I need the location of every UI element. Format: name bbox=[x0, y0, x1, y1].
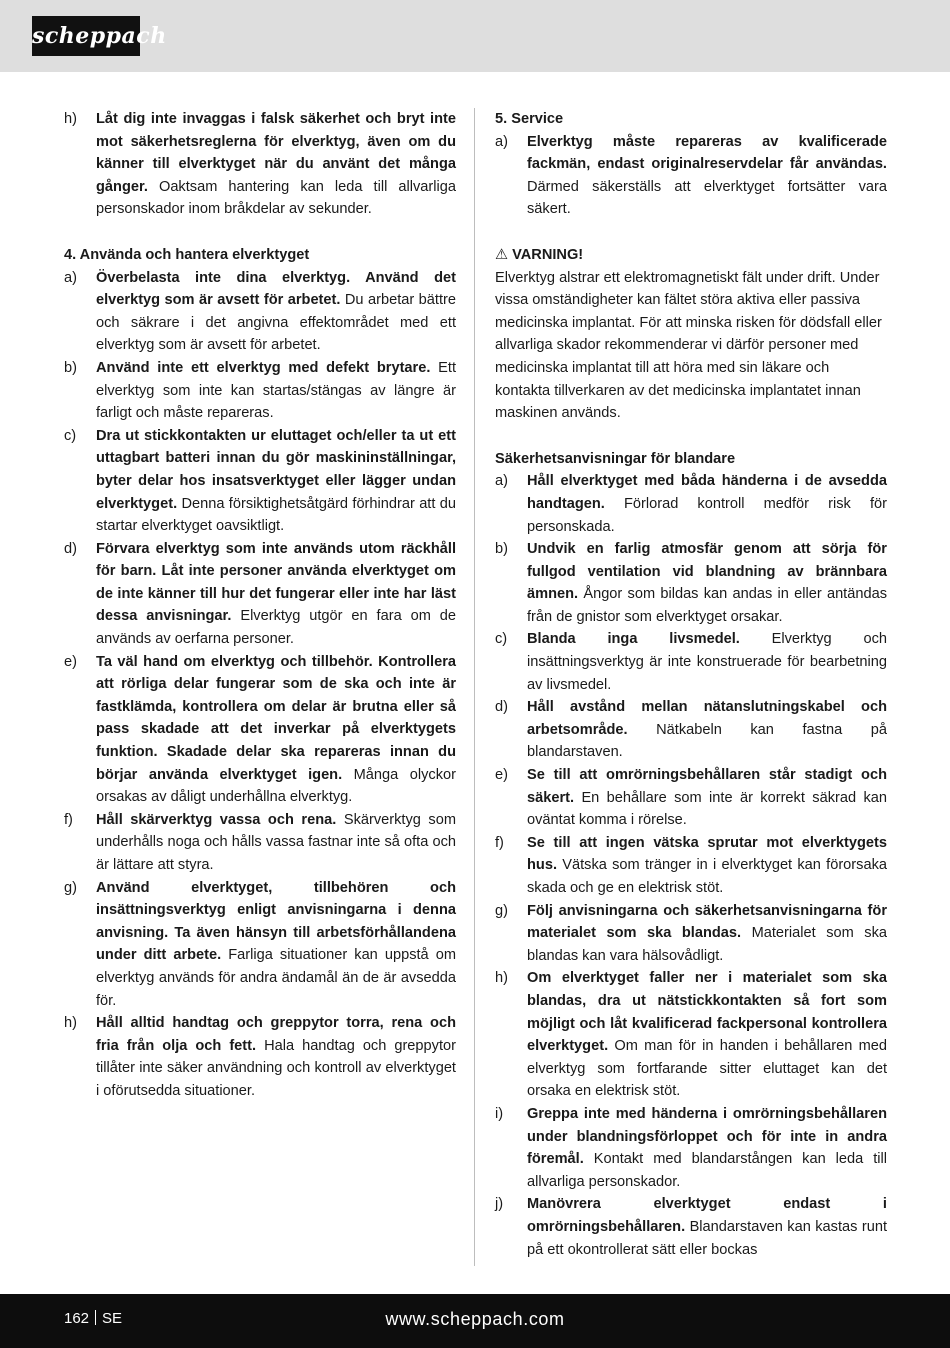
warning-text: Elverktyg alstrar ett elektromagnetiskt fält under drift. Under vissa omständigheter kan fältet störa aktiva eller passiva medicinska implantat. För att minska risken för dödsfall eller allvarliga skador rekommenderar vi därför personer med medicinska implantat till att höra med sin läkare och kontakta tillverkaren av det medicinska implantatet innan maskinen används. bbox=[495, 269, 882, 422]
item-marker: g) bbox=[495, 902, 508, 919]
item-bold-text: Ta väl hand om elverktyg och tillbehör. Kontrollera att rörliga delar fungerar som de ska och inte är fastklämda, kontrollera om delar är brutna eller så pass skadade att det inverkar på elverktygets funktion. Skadade delar ska repareras innan du börjar använda elverktyget igen. bbox=[96, 653, 456, 783]
item-text: Vätska som tränger in i elverktyget kan förorsaka skada och ge en elektrisk stöt. bbox=[527, 857, 887, 896]
item-text: Hala handtag och greppytor tillåter inte säker användning och kontroll av elverktyget i oförutsedda situationer. bbox=[96, 1037, 456, 1099]
item-bold-text: Se till att ingen vätska sprutar mot elverktygets hus. bbox=[527, 834, 887, 874]
left-column bbox=[64, 108, 456, 1103]
list-item bbox=[495, 1193, 887, 1261]
item-marker: i) bbox=[495, 1105, 504, 1122]
item-bold-text: Elverktyg måste repareras av kvalificerade fackmän, endast originalreservdelar får användas. bbox=[527, 133, 887, 173]
footer-bar bbox=[0, 1294, 950, 1348]
item-text: Många olyckor orsakas av dåligt underhållna elverktyg. bbox=[96, 766, 456, 806]
warning-heading bbox=[495, 244, 887, 267]
item-text: Förlorad kontroll medför risk för personskada. bbox=[527, 495, 887, 535]
item-bold-text: Se till att omrörningsbehållaren står stadigt och säkert. bbox=[527, 767, 887, 806]
item-bold-text: Greppa inte med händerna i omrörningsbehållaren under blandningsförloppet och för inte in andra föremål. bbox=[527, 1105, 887, 1168]
item-text: Farliga situationer kan uppstå om elverktyg används för andra ändamål än de är avsedda för. bbox=[96, 947, 456, 1009]
item-bold-text: Låt dig inte invaggas i falsk säkerhet och bryt inte mot säkerhetsreglerna för elverktyg, även om du känner till elverktyget när du använt det många gånger. bbox=[96, 111, 456, 195]
list-item bbox=[495, 628, 887, 696]
item-bold-text: Använd inte ett elverktyg med defekt brytare. bbox=[96, 359, 431, 376]
section-heading-4: 4. Använda och hantera elverktyget bbox=[64, 246, 310, 263]
column-divider bbox=[474, 108, 475, 1266]
right-column bbox=[495, 108, 887, 1261]
item-bold-text: Håll skärverktyg vassa och rena. bbox=[96, 811, 337, 828]
item-marker: d) bbox=[64, 540, 77, 557]
list-item bbox=[64, 809, 456, 877]
item-bold-text: Använd elverktyget, tillbehören och insättningsverktyg enligt anvisningarna i denna anvisning. Ta även hänsyn till arbetsförhållandena under ditt arbete. bbox=[96, 879, 456, 964]
item-text: Nätkabeln kan fastna på blandarstaven. bbox=[527, 721, 887, 761]
item-bold-text: Undvik en farlig atmosfär genom att sörja för fullgod ventilation vid blandning av brännbara ämnen. bbox=[527, 541, 887, 603]
item-bold-text: Håll elverktyget med båda händerna i de avsedda handtagen. bbox=[527, 473, 887, 512]
scheppach-logo: scheppach bbox=[32, 16, 140, 56]
item-bold-text: Manövrera elverktyget endast i omrörningsbehållaren. bbox=[527, 1196, 887, 1235]
list-item bbox=[64, 267, 456, 357]
item-marker: a) bbox=[495, 133, 508, 150]
website-url: www.scheppach.com bbox=[385, 1309, 565, 1329]
item-marker: e) bbox=[495, 767, 508, 784]
list-item bbox=[495, 470, 887, 538]
item-marker: a) bbox=[495, 473, 508, 490]
list-item bbox=[495, 131, 887, 221]
item-marker: e) bbox=[64, 653, 77, 670]
item-text: Oaktsam hantering kan leda till allvarliga personskador inom bråkdelar av sekunder. bbox=[96, 178, 456, 218]
item-text: Ångor som bildas kan andas in eller antändas från de gnistor som elverktyget orsakar. bbox=[527, 586, 887, 625]
item-marker: b) bbox=[64, 359, 77, 376]
item-bold-text: Om elverktyget faller ner i materialet som ska blandas, dra ut nätstickkontakten så fort som möjligt och låt kvalificerad fackpersonal kontrollera elverktyget. bbox=[527, 970, 887, 1055]
item-bold-text: Håll avstånd mellan nätanslutningskabel och arbetsområde. bbox=[527, 699, 887, 738]
list-item bbox=[495, 1103, 887, 1193]
item-text: Skärverktyg som underhålls noga och hålls vassa fastnar inte så ofta och är lättare att styra. bbox=[96, 811, 456, 873]
list-item bbox=[495, 900, 887, 968]
item-marker: d) bbox=[495, 699, 508, 716]
item-bold-text: Dra ut stickkontakten ur eluttaget och/eller ta ut ett uttagbart batteri innan du gör maskininställningar, byter delar hos insatsverktyget eller lägger undan elverktyget. bbox=[96, 427, 456, 512]
item-text: Kontakt med blandarstången kan leda till allvarliga personskador. bbox=[527, 1151, 887, 1190]
item-text: Denna försiktighetsåtgärd förhindrar att du startar elverktyget oavsiktligt. bbox=[96, 495, 456, 535]
item-marker: f) bbox=[495, 834, 504, 851]
list-item bbox=[495, 967, 887, 1103]
section-heading-5: 5. Service bbox=[495, 111, 564, 127]
item-text: Du arbetar bättre och säkrare i det angivna effektområdet med ett elverktyg som är avsett för arbetet. bbox=[96, 292, 456, 354]
list-item bbox=[495, 696, 887, 764]
list-item bbox=[495, 764, 887, 832]
item-text: Blandarstaven kan kastas runt på ett okontrollerat sätt eller bockas bbox=[527, 1218, 887, 1258]
item-text: Materialet som ska blandas kan vara hälsovådligt. bbox=[527, 925, 887, 964]
item-text: Därmed säkerställs att elverktyget fortsätter vara säkert. bbox=[527, 178, 887, 218]
item-text: Ett elverktyg som inte kan startas/stängas av längre är farligt och måste repareras. bbox=[96, 359, 456, 422]
list-item bbox=[64, 425, 456, 538]
mixer-safety-heading: Säkerhetsanvisningar för blandare bbox=[495, 450, 736, 467]
language-code: SE bbox=[102, 1310, 123, 1327]
item-bold-text: Blanda inga livsmedel. bbox=[527, 631, 740, 648]
item-text: Om man för in handen i behållaren med elverktyg som fortfarande sitter eluttaget kan det orsaka en elektrisk stöt. bbox=[527, 1038, 887, 1100]
item-text: Elverktyg utgör en fara om de används av oerfarna personer. bbox=[96, 608, 456, 648]
list-item bbox=[495, 832, 887, 900]
list-item bbox=[64, 1012, 456, 1102]
item-marker: c) bbox=[495, 631, 508, 648]
page-number-value: 162 bbox=[64, 1310, 90, 1327]
item-bold-text: Förvara elverktyg som inte används utom räckhåll för barn. Låt inte personer använda elverktyget om de inte känner till hur det fungerar eller inte har läst dessa anvisningar. bbox=[96, 540, 456, 625]
item-marker: j) bbox=[495, 1196, 504, 1213]
item-marker: g) bbox=[64, 879, 77, 896]
item-marker: a) bbox=[64, 269, 77, 286]
item-bold-text: Överbelasta inte dina elverktyg. Använd det elverktyg som är avsett för arbetet. bbox=[96, 269, 456, 309]
item-text: En behållare som inte är korrekt säkrad kan oväntat komma i rörelse. bbox=[527, 789, 887, 829]
item-marker: h) bbox=[64, 1015, 77, 1032]
item-marker: h) bbox=[495, 970, 508, 987]
list-item bbox=[64, 877, 456, 1013]
header-bar bbox=[0, 0, 950, 72]
list-item bbox=[64, 651, 456, 809]
item-marker: c) bbox=[64, 427, 77, 444]
list-item bbox=[64, 538, 456, 651]
item-marker: b) bbox=[495, 541, 508, 558]
warning-title: VARNING! bbox=[512, 246, 584, 263]
list-item bbox=[64, 357, 456, 425]
item-marker: f) bbox=[64, 811, 73, 828]
item-marker: h) bbox=[64, 111, 77, 127]
warning-triangle-icon: ⚠ bbox=[495, 246, 509, 263]
item-bold-text: Håll alltid handtag och greppytor torra, rena och fria från olja och fett. bbox=[96, 1015, 456, 1054]
item-text: Elverktyg och insättningsverktyg är inte konstruerade för bearbetning av livsmedel. bbox=[527, 631, 887, 693]
list-item bbox=[495, 538, 887, 628]
list-item bbox=[64, 108, 456, 221]
item-bold-text: Följ anvisningarna och säkerhetsanvisningarna för materialet som ska blandas. bbox=[527, 902, 887, 942]
